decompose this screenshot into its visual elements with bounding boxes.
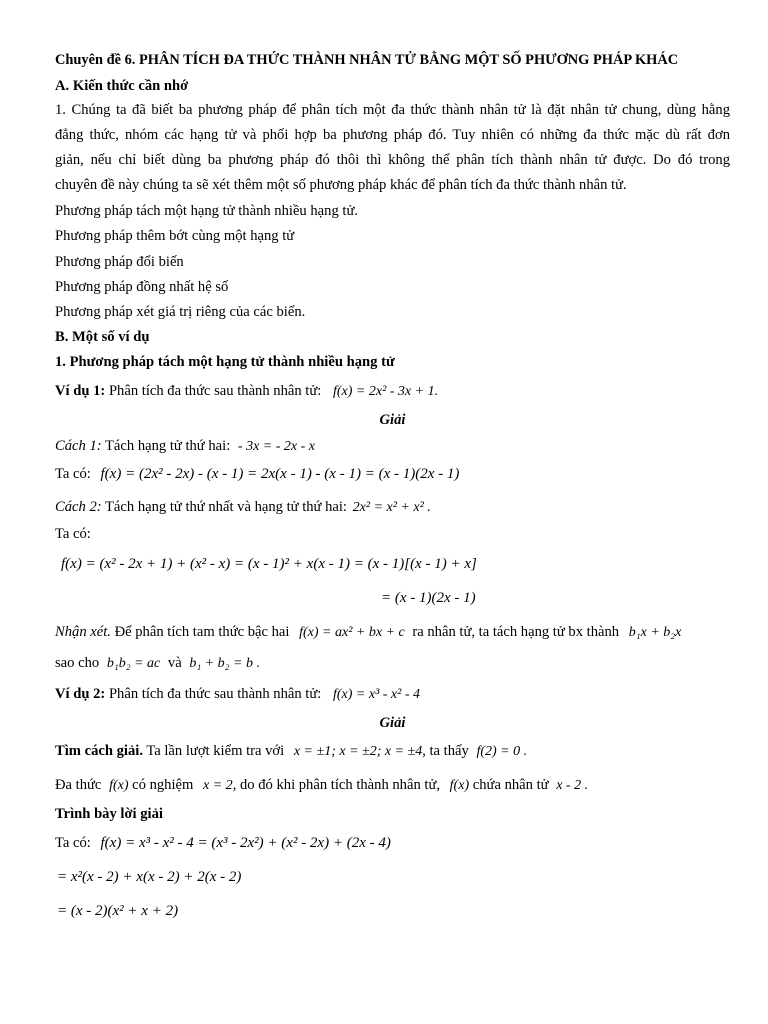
document-title: Chuyên đề 6. PHÂN TÍCH ĐA THỨC THÀNH NHÂN TỬ BẰNG MỘT SỐ PHƯƠNG PHÁP KHÁC [55,52,679,68]
formula: f(2) = 0 . [476,744,528,759]
approach-text: , ta thấy [422,743,469,759]
remark-text: sao cho [55,655,100,671]
formula: f(x) = (2x² - 2x) - (x - 1) = 2x(x - 1) - (x - 1) = (x - 1)(2x - 1) [100,466,460,482]
paragraph-line: chuyên đề này chúng ta sẽ xét thêm một số phương pháp khác để phân tích đa thức thành nhân tử. [55,177,627,193]
ta-co-label: Ta có: [55,835,91,851]
paragraph-line: giản, nếu chỉ biết dùng ba phương pháp đó thôi thì không thể phân tích thành nhân tử được. Do đó trong [55,152,730,168]
solution-heading: Giải [379,412,406,428]
remark-text: và [167,655,182,671]
example-1-statement [55,382,438,401]
formula: f(x) = 2x² - 3x + 1. [332,384,439,399]
method-item: Phương pháp xét giá trị riêng của các biến. [55,304,306,320]
remark-text: Để phân tích tam thức bậc hai [114,624,290,640]
remark-line [55,623,681,642]
example-2-statement [55,685,420,704]
formula: f(x) = ax² + bx + c [299,625,405,640]
section-b-heading: B. Một số ví dụ [55,329,150,345]
method-label: Cách 1: [55,438,102,454]
formula: f(x) = (x² - 2x + 1) + (x² - x) = (x - 1)² + x(x - 1) = (x - 1)[(x - 1) + x] [61,556,477,572]
formula: b₁b₂ = ac [106,656,161,671]
polynomial-root-line [55,776,588,795]
paragraph-line: đẳng thức, nhóm các hạng tử và phối hợp ba phương pháp đó. Tuy nhiên có những đa thức mặc dù rất đơn [55,127,730,143]
method-1 [55,437,315,456]
formula: x = ±1; x = ±2; x = ±4 [293,744,423,759]
ta-co-line [55,834,391,852]
formula: b₁ + b₂ = b . [189,656,260,671]
remark-label: Nhận xét. [55,624,111,640]
approach-text: Ta lần lượt kiểm tra với [146,743,285,759]
formula: f(x) [109,778,129,793]
remark-line [55,654,260,673]
remark-text: ra nhân tử, ta tách hạng tử bx thành [412,624,620,640]
ta-co-line [55,465,459,483]
text: chứa nhân tử [472,777,549,793]
formula: f(x) = x³ - x² - 4 [332,687,421,702]
text: Đa thức [55,777,102,793]
formula: b₁x + b₂x [628,625,682,640]
example-text: Phân tích đa thức sau thành nhân tử: [108,383,322,399]
formula: x - 2 . [556,778,589,793]
method-text: Tách hạng tử thứ hai: [105,438,231,454]
formula: = (x - 2)(x² + x + 2) [57,903,179,919]
approach-label: Tìm cách giải. [55,743,143,759]
text: có nghiệm [132,777,194,793]
method-item: Phương pháp thêm bớt cùng một hạng tử [55,228,295,244]
example-label: Ví dụ 2: [55,686,106,702]
text: , do đó khi phân tích thành nhân tử, [232,777,441,793]
ta-co-label: Ta có: [55,466,91,482]
formula: = (x - 1)(2x - 1) [381,590,476,606]
formula: f(x) = x³ - x² - 4 = (x³ - 2x²) + (x² - 2x) + (2x - 4) [100,835,391,851]
formula: = x²(x - 2) + x(x - 2) + 2(x - 2) [57,869,242,885]
method-item: Phương pháp tách một hạng tử thành nhiều hạng tử. [55,203,359,219]
formula: 2x² = x² + x² . [352,500,431,515]
ta-co-label: Ta có: [55,526,91,542]
approach-line [55,742,527,761]
formula: x = 2 [203,778,233,793]
presentation-heading: Trình bày lời giải [55,806,163,822]
subsection-heading: 1. Phương pháp tách một hạng tử thành nhiều hạng tử [55,354,395,370]
formula: f(x) [449,778,470,793]
formula: - 3x = - 2x - x [237,439,315,454]
paragraph-line: 1. Chúng ta đã biết ba phương pháp để phân tích một đa thức thành nhân tử là đặt nhân tử chung, dùng hằng [55,102,730,118]
example-text: Phân tích đa thức sau thành nhân tử: [108,686,322,702]
method-item: Phương pháp đổi biến [55,254,184,270]
section-a-heading: A. Kiến thức cần nhớ [55,78,189,94]
example-label: Ví dụ 1: [55,383,106,399]
method-2 [55,498,431,517]
method-text: Tách hạng tử thứ nhất và hạng tử thứ hai: [105,499,347,515]
solution-heading: Giải [379,715,406,731]
method-item: Phương pháp đồng nhất hệ số [55,279,229,295]
method-label: Cách 2: [55,499,102,515]
